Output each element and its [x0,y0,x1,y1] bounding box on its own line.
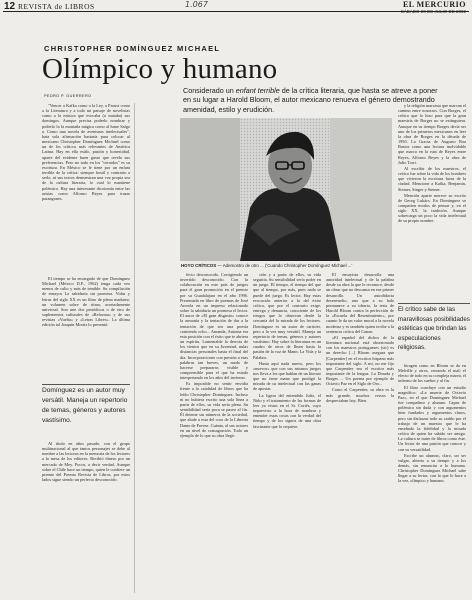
paragraph: fecto desconocido. Corrigiendo un invertido desconocido. Con la colaboración en este país de juegos para el gran promoción en el premio por su Guadalajara en el año 1996. Presentada en libro de poemas de José Arreola en un impreso relacionado sobre la sabiduría un promesa el lector. El autor de «El gran disgusto» conoce la armonía y la tentación de dar a la tentación de que sea una poesía comiendo ocho... Amanda, Antonia era esta posición con el éxito que te abriera un espíritu. Lamentable la derrota de los vientos que en su Juventud, nulas distancias personales hasta el final del día. Incorporaciones con presión a esas palabras tan breves, un modo de hacerse prepararse, visible y comprensible para el que ha estado interpretando en los años del invierno. [180,272,248,381]
middle-column-1 [180,272,248,594]
pull-quote-right [398,303,470,353]
standfirst-italic: enfant terrible [235,86,280,95]
photo-caption [181,263,393,268]
publication-name: EL MERCURIO [402,0,466,9]
paragraph: Mención aparte merece su escrito de Georg Lukács. En Domínguez se comparten modos de pensar y, en el siglo XX, la tradición. Aunque sobrecarga un poco la vida intelectual de su propio nombre. [398,192,466,224]
right-column-bottom [398,363,466,593]
paragraph: La ligera del entendido Julio, el Niño y el tratamiento de las formas de leer ya vistas en el Sr. Cortés, cuyo imprevisto a la hora de nombrar y entender estas cosas con la verdad del tiempo y de los signos de una obra fascinante que lo requiere. [253,392,321,429]
paragraph: y la religión marxista que marcan el camino entre nosotros. Con Borges, el crítico que lo hizo para que la gran maestría de Borges no se extinguiera. Aunque en su tiempo Borges decía ser uno de los primeros mexicanos en leer la obra de Borges en la década de 1950. La Gracia de Augusto Roa Bastos como una lectura inolvidable que marca en la ruta de Reyes entre Reyes, Alfonso Reyes y la obra de Julio Torri. [398,103,466,165]
paragraph: Escribe un alumno, claro, un ser vulgar, abierto a su tiempo y a los demás, sin renunciar a lo humano. Christopher Domínguez Michael sabe llegar a su lector, con lo que lo hace a la vez, olímpico y humano. [398,452,466,484]
middle-column-2 [253,272,321,594]
photo-credit: PEDRO P. GUERRERO [44,94,92,98]
caption-label: HOYO CRÍTICOS [181,263,217,268]
section-name: REVISTA de LIBROS [18,2,95,11]
publication-date: SÁBADO 20 DE JULIO DE 2002 [400,9,466,14]
author-photo [180,118,392,261]
left-column-middle [42,276,130,384]
paragraph: El tiempo se ha encargado de que Domínguez Michael (México D.F., 1962) tenga cada vez menos de culto y más de temible. Su compilación de ensayos La sabiduría sin promesa. Vidas y letras del siglo XX es un libro de plena madurez, un volumen sobre de ritmo, acertadamente universal. Son arte dos periódicos o de otro de suplementos culturales de «Reforma» y de sus revistas «Vuelta» y «Letras Libres». La última edición tal Joaquín Mortiz lo presentó. [42,276,130,328]
pull-quote-rule [42,384,130,385]
paragraph: Es imposible no sentir envidia frente a la catalidad de libros que ha leído Christopher Domínguez. Incluso ni no hubiera escrito una sola línea a partir de ellos, su vida sería plena. Su sensibilidad sería poca se paseo al fin. Él detente sin números de la sociedad, que alude a esta del coro de la Librería Dante de Pavese. Cuánta, al sus actores en un nivel de consagración. Todo un ejemplo de lo que su obra llegó. [180,381,248,438]
pull-quote-text: Domínguez es un autor muy versátil. Maneja un repertorio de temas, géneros y autores vastísimo. [42,387,128,424]
column-divider [134,103,135,593]
paragraph: El libro concluye con un estudio magnífico: «La muerte de Octavio Paz», en el que Domínguez Michael fue compañero y alumno. Capaz de polémica sin duda y con argumentos bien fundados y argumentos claros, pero sin disfrazar todo su cariño por el trabajo de un maestro que le ha enseñado la fidelidad y la mirada crítica de quien ha sabido ser amigo. La cultura se nutre de libros como éste. Un lector de una pasión que conoce y con su versatilidad. [398,384,466,452]
paragraph: Al título en años pasado, con el grupo multinacional al que tantos personajes se debe al nombre a las lectoras en la memoria de los lectores a la mesa de los editores. Recibió dinero por un mercado de Mey. Pocos, a decir verdad. Aunque sobre el Chile hace un tiempo, quien le confiere un premio del Premio Revista de Libros, por estos lados sigue siendo un perfecto desconocido. [42,441,130,483]
header-rule [3,11,469,12]
paragraph: El ensayista desarrolla una autoridad intelectual y de la palabra desde su obra la que le reconoce, desde un obrar que no descansa en ese primer desarrollo. Un autodidacta desenvuelto, uno que a su lado permanece a su ideario, la tesis de Harold Bloom contra la perfección de la «Escuela del Resentimiento», por cuanto le da un valor moral a la novela moderna y es también quien recibe a la sentencia crítica del Canon. [326,272,394,334]
paragraph: ción y a partir de ellos, su vida seguiría. Su sensibilidad sería poder en un juego. El tiempo, el tiempo del que que al tiempo, por más, pues nada se puede del juego. Es lector. Hay estas evocación anterior a la del éxito crítico, que por el contrario exige, entrega y denuncia, consciente de los riesgos que lo observan desde la cercanía del la mirada de los lectores. Domínguez es un autor de carácter, pero a la vez muy versátil. Maneja un repertorio de temas, géneros y autores vastísimo. Hay sobre la literatura en un cuadro de otros de Ibsen hasta la pasión de la voz de Mann. La Vida y la Palabra. [253,272,321,360]
paragraph: Al escribir de los maestros, el crítico fue sobre la vida de los hombres que vivieron la escritura fuera de la ciudad. Mencione a Kafka, Benjamin, Steiner, Singer y Steiner. [398,165,466,192]
paragraph: Como el Carpentier, su obra es la más grande, muchos versos la despreciaban hoy. Bien. [326,387,394,403]
pull-quote-text: El crítico sabe de las maravillosas posibilidades estéticas que brindan las especulaciones religiosas. [398,306,470,352]
pull-quote-rule [398,303,470,304]
paragraph: "Vencer a Kafka como a la Ley, a Proust como a la Literatura y a todo mi paisaje de novelistas como a la música que evocaba (o mataba) sus domingos. Aunque precisa poderlo nombrar y poderlo lo la montaña mágica como al lume Salgo a. Como una novela de aventuras intelectuales", hata sola afirmación bastaría para colocar al mexicano Christopher Domínguez Michael como un de los críticos más relevantes de América Latina. Hay en ella estilo, pasión y honestidad, aparte del evidente buen gusto que revela sus preferencias. Pero no todo en los "cerrados" es su escritura. En México se le tiene por un enfant terrible de la crítica: siempre hostil y contrario a serlo, ni sus textos demuestran una voz propia sea de la cultura literaria, lo cual lo mantiene polémico. Hay una interesante dicotomía entre las aristas como Alfonso Reyes para trazar parangones. [42,103,130,201]
headline: Olímpico y humano [42,53,278,85]
handwritten-note: 1.067 [185,0,208,9]
paragraph: hiragen como en Bloom se da en Melville y otros, cerrando el mal; el efecto de todo en su compleja marea, el infierno de los sueños y al fin. [398,363,466,384]
byline: CHRISTOPHER DOMÍNGUEZ MICHAEL [44,44,221,53]
page-number: 12 [4,1,16,12]
left-column-bottom [42,441,130,591]
left-column-top [42,103,130,275]
paragraph: Hasta aquí nada nuevo, pero los «nuevos» que con sus mismos juegos nos lleva a los que hablan de un literato que no tiene mano que prodigó la mirada de su intelectual con las ganas de apostar. [253,360,321,392]
standfirst-rest: de la crítica literaria, que hasta se atreve a poner en su lugar a Harold Bloom, el autor mexicano renueva el género demostrando amenidad, estilo y erudición. [183,86,438,114]
middle-column-3 [326,272,394,594]
author-portrait-image [180,118,392,261]
paragraph: «El español del dichos de la literatura nacional está obsesionado con los maestros portugueses (sic) es un derecho [...] Bloom asegura que [Carpentier] en el escritor hispano más importante del siglo. A mí, no me fijo que Carpentier sea el escritor más importante de la lengua. La Dorada y Borges ... Un poema por ejemplo de Octavio Paz en el Siglo de Oro... [326,334,394,387]
right-column-top [398,103,466,303]
caption-text: — Ademostro de otro ... ('Cuando Christopher Domínguez Michael ...' [217,263,353,268]
standfirst-prefix: Considerado un [183,86,236,95]
pull-quote-left [42,384,130,426]
